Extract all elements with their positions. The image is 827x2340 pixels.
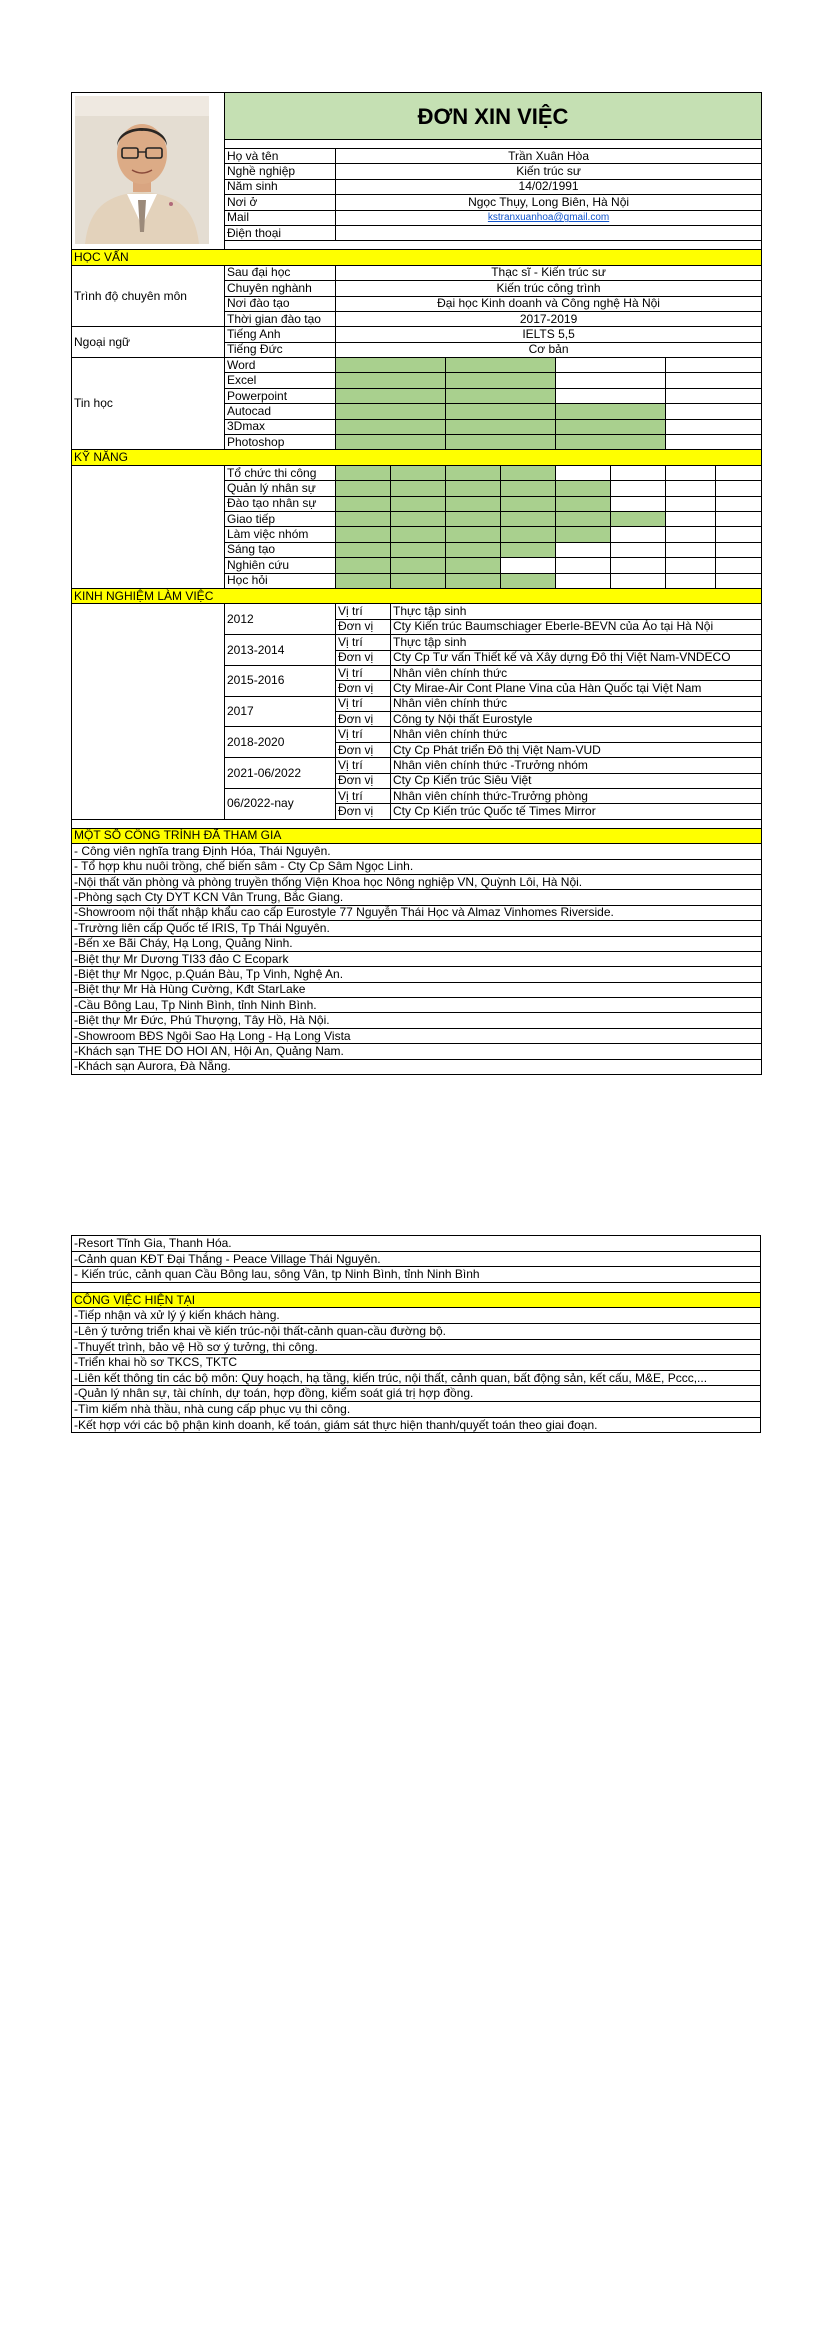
skill-level-bar [666, 573, 716, 588]
skill-level-bar [556, 527, 611, 542]
company-value: Cty Cp Tư vấn Thiết kế và Xây dựng Đô thị Việt Nam-VNDECO [391, 650, 762, 665]
info-label: Năm sinh [225, 179, 336, 194]
skill-level-bar [666, 419, 762, 434]
skill-level-bar [501, 481, 556, 496]
project-item: -Showroom nội thất nhập khẩu cao cấp Eurostyle 77 Nguyễn Thái Học và Almaz Vinhomes Riverside. [72, 905, 762, 920]
skill-level-bar [716, 527, 762, 542]
software-label: Powerpoint [225, 388, 336, 403]
skill-level-bar [716, 496, 762, 511]
position-value: Nhân viên chính thức-Trưởng phòng [391, 789, 762, 804]
skill-level-bar [501, 558, 556, 573]
email-link[interactable]: kstranxuanhoa@gmail.com [336, 210, 762, 225]
info-value: 14/02/1991 [336, 179, 762, 194]
skill-label: Sáng tạo [225, 542, 336, 557]
edu-label: Thời gian đào tạo [225, 311, 336, 326]
skill-level-bar [336, 358, 446, 373]
company-label: Đơn vị [336, 804, 391, 819]
skill-level-bar [666, 511, 716, 526]
company-value: Cty Cp Phát triển Đô thị Việt Nam-VUD [391, 742, 762, 757]
skill-level-bar [446, 496, 501, 511]
skill-level-bar [556, 496, 611, 511]
skill-level-bar [501, 465, 556, 480]
lang-label: Tiếng Anh [225, 327, 336, 342]
spacer [72, 819, 762, 828]
skill-level-bar [446, 511, 501, 526]
current-work-item: -Quản lý nhân sự, tài chính, dự toán, hợp đồng, kiểm soát giá trị hợp đồng. [72, 1386, 760, 1402]
skill-level-bar [556, 373, 666, 388]
skill-level-bar [336, 542, 391, 557]
skill-label: Làm việc nhóm [225, 527, 336, 542]
software-label: Word [225, 358, 336, 373]
company-value: Cty Kiến trúc Baumschiager Eberle-BEVN của Áo tại Hà Nội [391, 619, 762, 634]
skill-level-bar [611, 481, 666, 496]
skill-level-bar [336, 496, 391, 511]
skill-level-bar [556, 404, 666, 419]
group-label: Ngoại ngữ [72, 327, 225, 358]
edu-value: Kiến trúc công trình [336, 281, 762, 296]
skill-level-bar [391, 511, 446, 526]
project-item: -Biệt thự Mr Ngọc, p.Quán Bàu, Tp Vinh, Nghệ An. [72, 967, 762, 982]
period: 2013-2014 [225, 635, 336, 666]
skill-level-bar [446, 373, 556, 388]
skill-level-bar [446, 527, 501, 542]
project-item: -Biệt thự Mr Hà Hùng Cường, Kđt StarLake [72, 982, 762, 997]
skill-level-bar [666, 527, 716, 542]
edu-label: Chuyên nghành [225, 281, 336, 296]
skill-level-bar [391, 481, 446, 496]
skill-level-bar [556, 435, 666, 450]
skill-level-bar [446, 465, 501, 480]
skill-level-bar [501, 496, 556, 511]
skill-level-bar [336, 419, 446, 434]
project-item: -Phòng sạch Cty DYT KCN Vân Trung, Bắc Giang. [72, 890, 762, 905]
skill-level-bar [611, 542, 666, 557]
period: 2015-2016 [225, 665, 336, 696]
skill-level-bar [611, 465, 666, 480]
project-item: -Biệt thự Mr Đức, Phú Thượng, Tây Hồ, Hà Nội. [72, 1013, 762, 1028]
page-title: ĐƠN XIN VIỆC [225, 93, 762, 140]
skill-label: Đào tạo nhân sự [225, 496, 336, 511]
project-item: -Resort Tĩnh Gia, Thanh Hóa. [72, 1236, 760, 1252]
project-item: -Biệt thự Mr Dương TI33 đảo C Ecopark [72, 951, 762, 966]
cv-table [71, 92, 762, 1075]
period: 2018-2020 [225, 727, 336, 758]
position-value: Nhân viên chính thức [391, 696, 762, 711]
project-item: -Bến xe Bãi Cháy, Hạ Long, Quảng Ninh. [72, 936, 762, 951]
skill-label: Nghiên cứu [225, 558, 336, 573]
skill-level-bar [666, 388, 762, 403]
current-work-item: -Lên ý tưởng triển khai về kiến trúc-nội thất-cảnh quan-cầu đường bộ. [72, 1324, 760, 1340]
edu-label: Nơi đào tạo [225, 296, 336, 311]
skill-level-bar [446, 558, 501, 573]
skill-level-bar [666, 496, 716, 511]
skill-level-bar [391, 465, 446, 480]
portrait-image [75, 96, 209, 244]
skill-level-bar [556, 419, 666, 434]
position-value: Nhân viên chính thức [391, 665, 762, 680]
skill-level-bar [716, 465, 762, 480]
project-item: - Công viên nghĩa trang Định Hóa, Thái Nguyên. [72, 844, 762, 859]
section-experience: KINH NGHIỆM LÀM VIỆC [72, 588, 762, 603]
skill-level-bar [446, 542, 501, 557]
software-label: Autocad [225, 404, 336, 419]
skill-level-bar [611, 558, 666, 573]
project-item: -Trường liên cấp Quốc tế IRIS, Tp Thái Nguyên. [72, 921, 762, 936]
current-work-item: -Tiếp nhận và xử lý ý kiến khách hàng. [72, 1308, 760, 1324]
group-label: Trình độ chuyên môn [72, 265, 225, 327]
skill-level-bar [666, 373, 762, 388]
info-value: Kiến trúc sư [336, 164, 762, 179]
edu-label: Sau đại học [225, 265, 336, 280]
skill-level-bar [611, 573, 666, 588]
current-work-item: -Liên kết thông tin các bộ môn: Quy hoạch, hạ tầng, kiến trúc, nội thất, cảnh quan, bất động sản, kết cấu, M&E, Pccc,... [72, 1371, 760, 1387]
skill-level-bar [501, 573, 556, 588]
skill-label: Giao tiếp [225, 511, 336, 526]
spacer [72, 1283, 760, 1293]
skill-level-bar [556, 481, 611, 496]
skill-label: Tổ chức thi công [225, 465, 336, 480]
skills-group [72, 465, 225, 588]
section-skills: KỸ NĂNG [72, 450, 762, 465]
skill-level-bar [446, 419, 556, 434]
skill-level-bar [391, 527, 446, 542]
skill-level-bar [556, 388, 666, 403]
skill-level-bar [666, 542, 716, 557]
skill-level-bar [336, 404, 446, 419]
skill-level-bar [716, 511, 762, 526]
skill-level-bar [716, 558, 762, 573]
skill-level-bar [336, 511, 391, 526]
skill-level-bar [446, 573, 501, 588]
skill-level-bar [446, 358, 556, 373]
skill-label: Học hỏi [225, 573, 336, 588]
skill-level-bar [501, 542, 556, 557]
lang-label: Tiếng Đức [225, 342, 336, 357]
company-label: Đơn vị [336, 712, 391, 727]
period: 2021-06/2022 [225, 758, 336, 789]
project-item: -Nội thất văn phòng và phòng truyền thống Viện Khoa học Nông nghiệp VN, Quỳnh Lôi, Hà Nội. [72, 874, 762, 889]
company-label: Đơn vị [336, 681, 391, 696]
section-projects: MỘT SỐ CÔNG TRÌNH ĐÃ THAM GIA [72, 828, 762, 843]
project-item: - Tổ hợp khu nuôi trồng, chế biến sâm - Cty Cp Sâm Ngọc Linh. [72, 859, 762, 874]
skill-level-bar [336, 573, 391, 588]
skill-level-bar [611, 496, 666, 511]
skill-level-bar [336, 373, 446, 388]
company-value: Công ty Nội thất Eurostyle [391, 712, 762, 727]
skill-level-bar [556, 358, 666, 373]
position-label: Vị trí [336, 696, 391, 711]
skill-level-bar [556, 573, 611, 588]
skill-level-bar [666, 435, 762, 450]
skill-level-bar [446, 435, 556, 450]
skill-label: Quản lý nhân sự [225, 481, 336, 496]
spacer [225, 140, 762, 149]
skill-level-bar [716, 542, 762, 557]
position-label: Vị trí [336, 758, 391, 773]
info-label: Nơi ở [225, 195, 336, 210]
current-work-item: -Tìm kiếm nhà thầu, nhà cung cấp phục vụ thi công. [72, 1402, 760, 1418]
skill-level-bar [556, 465, 611, 480]
position-label: Vị trí [336, 789, 391, 804]
info-label: Họ và tên [225, 149, 336, 164]
skill-level-bar [666, 358, 762, 373]
skill-level-bar [336, 435, 446, 450]
software-label: 3Dmax [225, 419, 336, 434]
skill-level-bar [446, 388, 556, 403]
period: 2012 [225, 604, 336, 635]
position-value: Thực tập sinh [391, 635, 762, 650]
lang-value: Cơ bản [336, 342, 762, 357]
period: 2017 [225, 696, 336, 727]
skill-level-bar [611, 511, 666, 526]
company-value: Cty Mirae-Air Cont Plane Vina của Hàn Quốc tại Việt Nam [391, 681, 762, 696]
skill-level-bar [336, 527, 391, 542]
position-value: Thực tập sinh [391, 604, 762, 619]
skill-level-bar [391, 573, 446, 588]
info-label: Nghề nghiệp [225, 164, 336, 179]
position-label: Vị trí [336, 635, 391, 650]
position-label: Vị trí [336, 665, 391, 680]
skill-level-bar [391, 542, 446, 557]
position-value: Nhân viên chính thức -Trưởng nhóm [391, 758, 762, 773]
project-item: -Cảnh quan KĐT Đại Thắng - Peace Village Thái Nguyên. [72, 1252, 760, 1268]
project-item: -Khách sạn Aurora, Đà Nẵng. [72, 1059, 762, 1074]
position-label: Vị trí [336, 727, 391, 742]
project-item: -Showroom BĐS Ngôi Sao Hạ Long - Hạ Long Vista [72, 1028, 762, 1043]
company-label: Đơn vị [336, 619, 391, 634]
phone-value [336, 225, 762, 240]
skill-level-bar [446, 404, 556, 419]
skill-level-bar [446, 481, 501, 496]
skill-level-bar [336, 481, 391, 496]
skill-level-bar [501, 527, 556, 542]
skill-level-bar [501, 511, 556, 526]
company-value: Cty Cp Kiến trúc Quốc tế Times Mirror [391, 804, 762, 819]
project-item: - Kiến trúc, cảnh quan Cầu Bông lau, sông Vân, tp Ninh Bình, tỉnh Ninh Bình [72, 1267, 760, 1283]
lang-value: IELTS 5,5 [336, 327, 762, 342]
skill-level-bar [556, 558, 611, 573]
software-label: Photoshop [225, 435, 336, 450]
info-value: Trần Xuân Hòa [336, 149, 762, 164]
software-label: Excel [225, 373, 336, 388]
skill-level-bar [336, 558, 391, 573]
page2-block [71, 1235, 761, 1433]
skill-level-bar [556, 542, 611, 557]
skill-level-bar [666, 558, 716, 573]
company-label: Đơn vị [336, 742, 391, 757]
section-current-work: CÔNG VIỆC HIỆN TẠI [72, 1293, 760, 1309]
cv-sheet [71, 92, 761, 1433]
period: 06/2022-nay [225, 789, 336, 820]
mail-label: Mail [225, 210, 336, 225]
info-value: Ngọc Thụy, Long Biên, Hà Nội [336, 195, 762, 210]
group-label: Tin học [72, 358, 225, 450]
skill-level-bar [666, 481, 716, 496]
edu-value: 2017-2019 [336, 311, 762, 326]
skill-level-bar [716, 573, 762, 588]
project-item: -Cầu Bông Lau, Tp Ninh Bình, tỉnh Ninh Bình. [72, 998, 762, 1013]
skill-level-bar [336, 465, 391, 480]
skill-level-bar [666, 465, 716, 480]
position-label: Vị trí [336, 604, 391, 619]
edu-value: Thạc sĩ - Kiến trúc sư [336, 265, 762, 280]
skill-level-bar [556, 511, 611, 526]
company-label: Đơn vị [336, 773, 391, 788]
section-education: HỌC VẤN [72, 250, 762, 265]
edu-value: Đại học Kinh doanh và Công nghệ Hà Nội [336, 296, 762, 311]
skill-level-bar [611, 527, 666, 542]
spacer [225, 241, 762, 250]
experience-group [72, 604, 225, 819]
company-label: Đơn vị [336, 650, 391, 665]
skill-level-bar [666, 404, 762, 419]
project-item: -Khách sạn THE DO HOI AN, Hội An, Quảng Nam. [72, 1044, 762, 1059]
skill-level-bar [336, 388, 446, 403]
skill-level-bar [391, 496, 446, 511]
current-work-item: -Thuyết trình, bảo vệ Hồ sơ ý tưởng, thi công. [72, 1340, 760, 1356]
position-value: Nhân viên chính thức [391, 727, 762, 742]
current-work-item: -Triển khai hồ sơ TKCS, TKTC [72, 1355, 760, 1371]
skill-level-bar [391, 558, 446, 573]
company-value: Cty Cp Kiến trúc Siêu Việt [391, 773, 762, 788]
avatar [75, 96, 209, 244]
skill-level-bar [716, 481, 762, 496]
photo-cell [72, 93, 225, 250]
current-work-item: -Kết hợp với các bộ phận kinh doanh, kế toán, giám sát thực hiện thanh/quyết toán theo giai đoạn. [74, 1417, 598, 1432]
phone-label: Điện thoại [225, 225, 336, 240]
